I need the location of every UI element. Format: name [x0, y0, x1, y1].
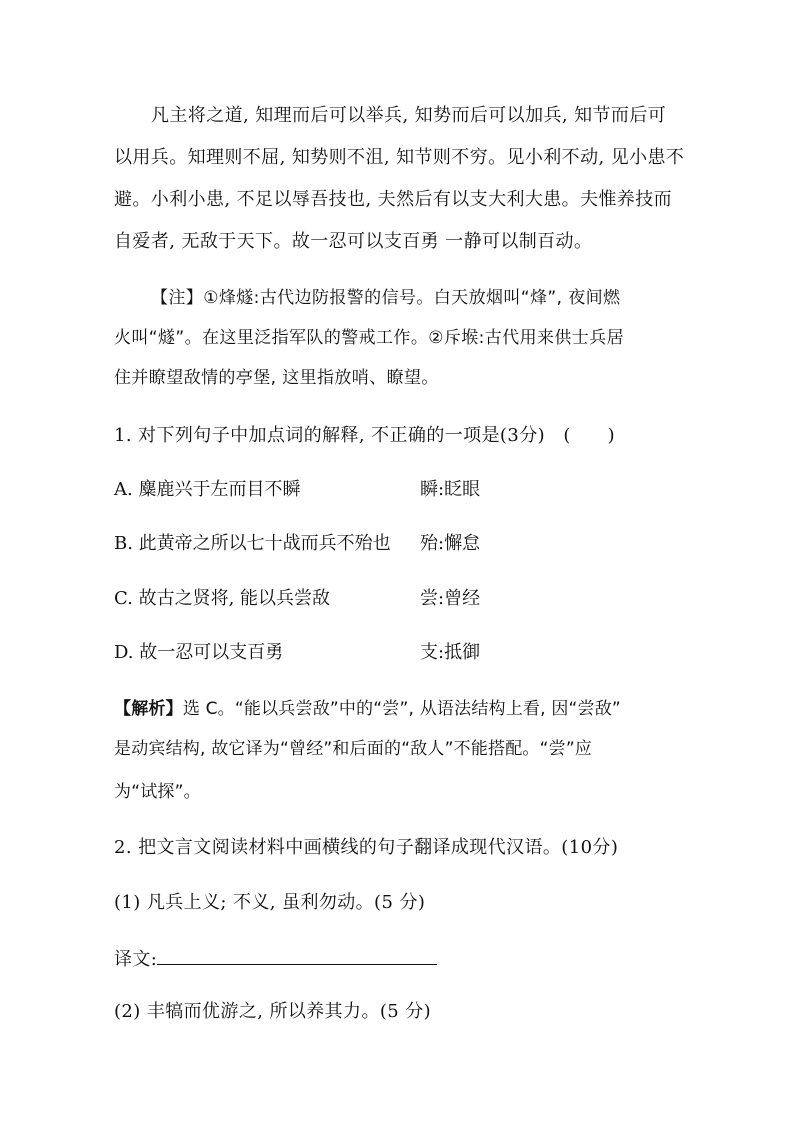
answer-blank[interactable]: [157, 946, 437, 965]
question-2-sub-1: (1) 凡兵上义; 不义, 虽利勿动。(5 分): [114, 892, 426, 913]
option-a-gloss: 瞬:眨眼: [420, 479, 481, 500]
analysis-line-3: 为“试探”。: [114, 782, 201, 802]
note-line-2: 火叫“燧”。在这里泛指军队的警戒工作。②斥堠:古代用来供士兵居: [114, 328, 624, 348]
option-c-gloss: 尝:曾经: [420, 588, 481, 609]
translation-label: 译文:: [114, 949, 158, 970]
analysis-line-1-text: 选 C。“能以兵尝敌”中的“尝”, 从语法结构上看, 因“尝敌”: [182, 699, 621, 719]
passage-line-3: 避。小利小患, 不足以辱吾技也, 夫然后有以支大利大患。夫惟养技而: [114, 189, 673, 210]
passage-line-1: 凡主将之道, 知理而后可以举兵, 知势而后可以加兵, 知节而后可: [151, 105, 667, 126]
question-2-sub-2: (2) 丰犒而优游之, 所以养其力。(5 分): [114, 1001, 432, 1022]
analysis-tag: 【解析】: [114, 699, 183, 719]
question-2-stem: 2. 把文言文阅读材料中画横线的句子翻译成现代汉语。(10分): [114, 837, 619, 858]
translation-line: [114, 946, 437, 972]
question-1-stem: 1. 对下列句子中加点词的解释, 不正确的一项是(3分) ( ): [114, 425, 616, 446]
option-d-gloss: 支:抵御: [420, 642, 481, 663]
passage-line-4: 自爱者, 无敌于天下。故一忍可以支百勇 一静可以制百动。: [114, 231, 593, 252]
analysis-line-1: [114, 697, 621, 721]
option-c-text: C. 故古之贤将, 能以兵尝敌: [114, 588, 331, 609]
option-b-text: B. 此黄帝之所以七十战而兵不殆也: [114, 533, 391, 554]
option-a-text: A. 麋鹿兴于左而目不瞬: [114, 479, 301, 500]
passage-line-2: 以用兵。知理则不屈, 知势则不沮, 知节则不穷。见小利不动, 见小患不: [114, 147, 685, 168]
note-line-1: 【注】①烽燧:古代边防报警的信号。白天放烟叫“烽”, 夜间燃: [151, 288, 621, 308]
option-b-gloss: 殆:懈怠: [420, 533, 481, 554]
option-d-text: D. 故一忍可以支百勇: [114, 642, 284, 663]
note-line-3: 住并瞭望敌情的亭堡, 这里指放哨、瞭望。: [114, 368, 439, 388]
analysis-line-2: 是动宾结构, 故它译为“曾经”和后面的“敌人”不能搭配。“尝”应: [114, 739, 593, 759]
